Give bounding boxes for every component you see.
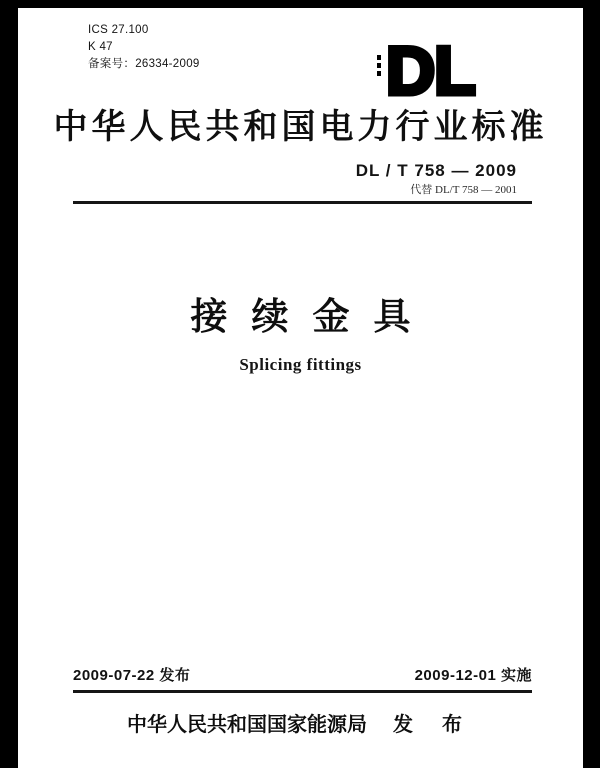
classification-code: K 47 [88, 41, 113, 53]
document-title-chinese: 接续金具 [190, 296, 435, 337]
standard-number-block [356, 161, 517, 197]
record-number: 备案号：26334-2009 [88, 58, 200, 70]
dates-row [73, 665, 532, 687]
standard-body-name: 中华人民共和国电力行业标准 [53, 109, 548, 146]
logo-notch-marks [377, 55, 381, 76]
publisher-row [18, 711, 583, 739]
top-divider [73, 201, 532, 204]
metadata-block [88, 22, 200, 73]
publish-label: 发 布 [393, 714, 474, 736]
ics-code: ICS 27.100 [88, 24, 149, 36]
document-title-english: Splicing fittings [239, 355, 362, 374]
issue-date: 2009-07-22 发布 [73, 667, 191, 684]
replaces-note: 代替 DL/T 758 — 2001 [410, 184, 517, 196]
implement-date: 2009-12-01 实施 [414, 667, 532, 684]
dl-logo: DL [386, 33, 475, 109]
document-page [18, 8, 583, 768]
publisher-name: 中华人民共和国国家能源局 [127, 714, 367, 736]
standard-number: DL / T 758 — 2009 [355, 161, 517, 180]
bottom-divider [73, 690, 532, 693]
